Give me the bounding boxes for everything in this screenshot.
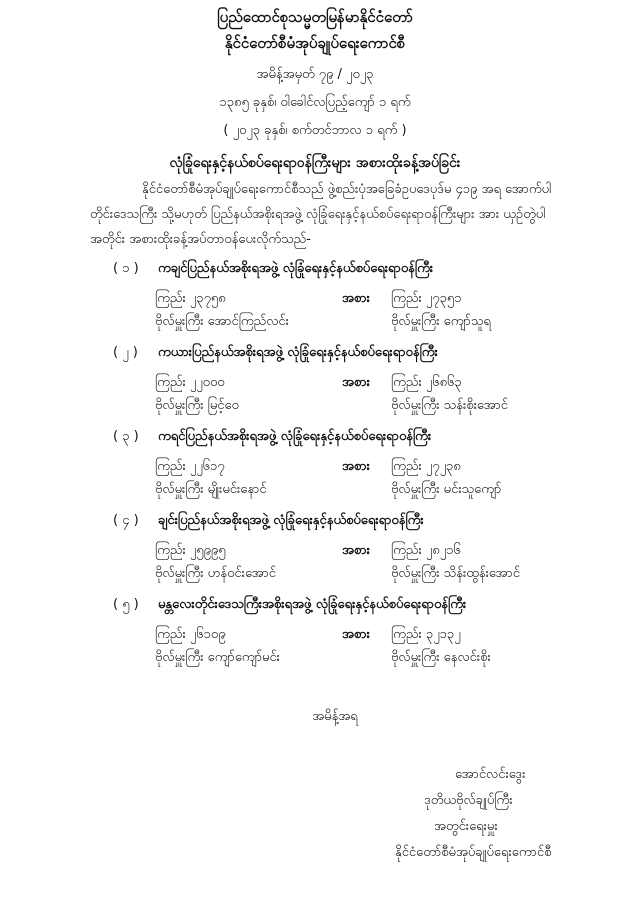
item-heading: ကရင်ပြည်နယ်အစိုးရအဖွဲ့ လုံခြုံရေးနှင့်နယ်စပ်ရေးရာဝန်ကြီး — [158, 429, 432, 444]
item-number: ( ၃ ) — [113, 429, 139, 444]
item-heading: ချင်းပြည်နယ်အစိုးရအဖွဲ့ လုံခြုံရေးနှင့်နယ်စပ်ရေးရာဝန်ကြီး — [158, 513, 424, 528]
signer-rank: ဒုတိယဗိုလ်ချုပ်ကြီး — [424, 793, 513, 808]
item-heading: ကယားပြည်နယ်အစိုးရအဖွဲ့ လုံခြုံရေးနှင့်နယ်စပ်ရေးရာဝန်ကြီး — [158, 345, 438, 360]
signer-organization: နိုင်ငံတော်စီမံအုပ်ချုပ်ရေးကောင်စီ — [395, 845, 552, 860]
date-western: ( ၂၀၂၃ ခုနှစ်၊ စက်တင်ဘာလ ၁ ရက် ) — [223, 123, 407, 138]
replace-label: အစား — [342, 459, 370, 474]
replace-label: အစား — [342, 627, 370, 642]
previous-holder-name: ဗိုလ်မှူးကြီး သန်းစိုးအောင် — [391, 398, 508, 413]
new-appointee-name: ဗိုလ်မှူးကြီး အောင်ကြည်လင်း — [155, 314, 289, 329]
signer-name: အောင်လင်းဒွေး — [455, 767, 526, 782]
previous-holder-name: ဗိုလ်မှူးကြီး နေလင်းစိုး — [391, 650, 491, 665]
previous-holder-id: ကြည်း ၃၂၁၃၂ — [391, 627, 461, 642]
order-number: အမိန့်အမှတ် ၇၉ / ၂၀၂၃ — [256, 67, 374, 82]
new-appointee-id: ကြည်း ၂၂၀၀၀ — [155, 375, 225, 390]
new-appointee-name: ဗိုလ်မှူးကြီး မြင့်ဝေ — [155, 398, 239, 413]
header-union-title: ပြည်ထောင်စုသမ္မတမြန်မာနိုင်ငံတော် — [217, 8, 413, 26]
intro-line-1: နိုင်ငံတော်စီမံအုပ်ချုပ်ရေးကောင်စီသည် ဖွဲ့စည်းပုံအခြေခံဥပဒေပုဒ်မ ၄၁၉ အရ အောက်ပါ — [142, 182, 552, 197]
new-appointee-id: ကြည်း ၂၆၁၀၉ — [155, 627, 226, 642]
new-appointee-id: ကြည်း ၂၅၉၉၅ — [155, 543, 226, 558]
previous-holder-id: ကြည်း ၂၆၈၆၃ — [391, 375, 462, 390]
new-appointee-id: ကြည်း ၂၂၆၁၇ — [155, 459, 225, 474]
previous-holder-id: ကြည်း ၂၇၃၅၁ — [391, 291, 462, 306]
item-number: ( ၁ ) — [113, 261, 139, 276]
replace-label: အစား — [342, 375, 370, 390]
new-appointee-id: ကြည်း ၂၃၇၅၈ — [155, 291, 226, 306]
replace-label: အစား — [342, 543, 370, 558]
intro-line-2: တိုင်းဒေသကြီး သို့မဟုတ် ပြည်နယ်အစိုးရအဖွဲ့ လုံခြုံရေးနှင့်နယ်စပ်ရေးရာဝန်ကြီးများ အား ယှဉ်တွဲပါ — [90, 207, 546, 222]
intro-line-3: အတိုင်း အစားထိုးခန့်အပ်တာဝန်ပေးလိုက်သည်- — [90, 232, 311, 247]
item-heading: မန္တလေးတိုင်းဒေသကြီးအစိုးရအဖွဲ့ လုံခြုံရေးနှင့်နယ်စပ်ရေးရာဝန်ကြီး — [158, 597, 467, 612]
item-number: ( ၄ ) — [113, 513, 139, 528]
closing-by-order: အမိန့်အရ — [312, 709, 358, 724]
previous-holder-name: ဗိုလ်မှူးကြီး မင်းသူကျော် — [391, 482, 502, 497]
new-appointee-name: ဗိုလ်မှူးကြီး ဟန်ဝင်းအောင် — [155, 566, 276, 581]
previous-holder-id: ကြည်း ၂၈၂၁၆ — [391, 543, 461, 558]
previous-holder-id: ကြည်း ၂၇၂၃၈ — [391, 459, 461, 474]
header-council-title: နိုင်ငံတော်စီမံအုပ်ချုပ်ရေးကောင်စီ — [224, 34, 406, 52]
previous-holder-name: ဗိုလ်မှူးကြီး ကျော်သူရ — [391, 314, 491, 329]
subject-title: လုံခြုံရေးနှင့်နယ်စပ်ရေးရာဝန်ကြီးများ အစားထိုးခန့်အပ်ခြင်း — [169, 155, 461, 171]
date-myanmar: ၁၃၈၅ ခုနှစ်၊ ဝါခေါင်လပြည့်ကျော် ၁ ရက် — [219, 95, 411, 110]
new-appointee-name: ဗိုလ်မှူးကြီး မျိုးမင်းနောင် — [155, 482, 267, 497]
new-appointee-name: ဗိုလ်မှူးကြီး ကျော်ကျော်မင်း — [155, 650, 280, 665]
previous-holder-name: ဗိုလ်မှူးကြီး သိန်းထွန်းအောင် — [391, 566, 520, 581]
item-number: ( ၂ ) — [113, 345, 138, 360]
signer-title: အတွင်းရေးမှူး — [434, 819, 498, 834]
replace-label: အစား — [342, 291, 370, 306]
item-heading: ကချင်ပြည်နယ်အစိုးရအဖွဲ့ လုံခြုံရေးနှင့်နယ်စပ်ရေးရာဝန်ကြီး — [158, 261, 434, 276]
item-number: ( ၅ ) — [113, 597, 139, 612]
